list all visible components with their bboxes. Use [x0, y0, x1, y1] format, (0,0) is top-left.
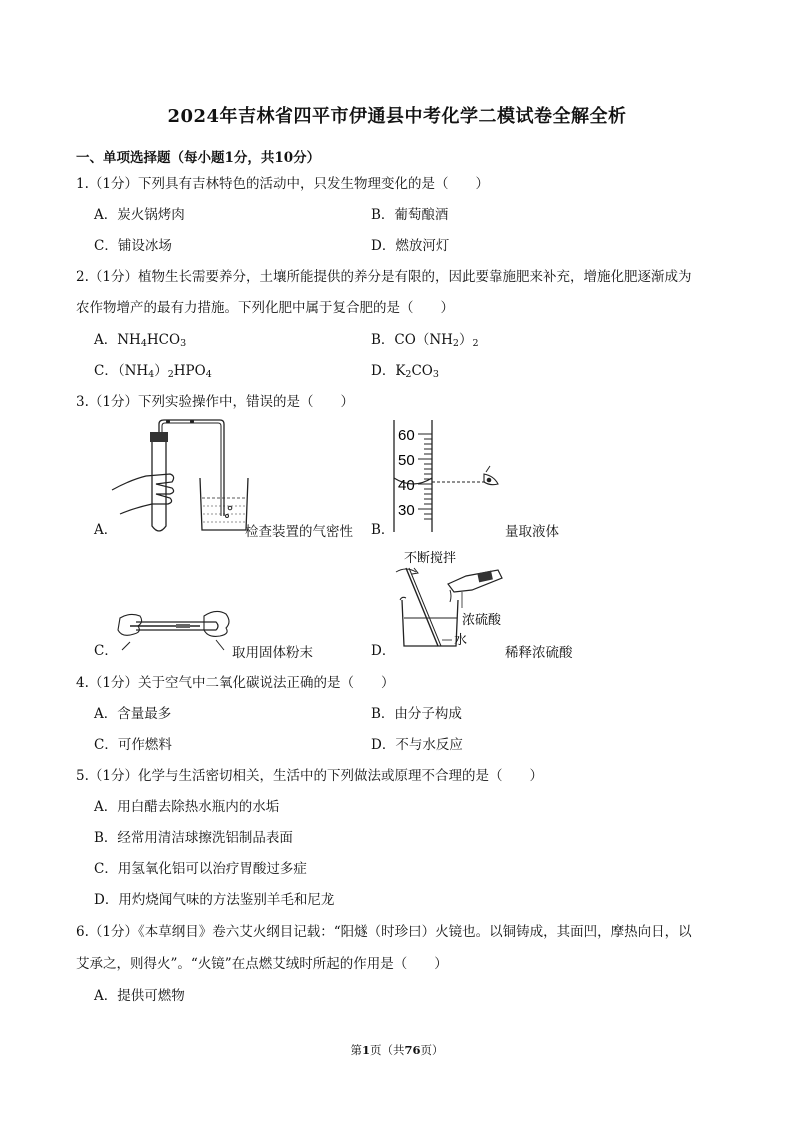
formula-text: ） — [458, 332, 473, 348]
figure-a-caption: 检查装置的气密性 — [245, 524, 353, 540]
cylinder-tick-30: 30 — [398, 502, 415, 519]
formula-subscript: 4 — [140, 338, 147, 349]
question-5-stem: 5.（1分）化学与生活密切相关，生活中的下列做法或原理不合理的是（ ） — [76, 768, 543, 784]
question-3-option-b[interactable]: B． — [371, 522, 395, 538]
section-heading: 一、单项选择题（每小题1分，共10分） — [76, 150, 321, 166]
question-6-stem-line1: 6.（1分）《本草纲目》卷六艾火纲目记载：“阳燧（时珍曰）火镜也。以铜铸成，其面凹，摩热向日，以 — [76, 924, 692, 940]
question-1-option-c[interactable]: C．铺设冰场 — [94, 238, 172, 254]
formula-subscript: 3 — [432, 369, 439, 380]
formula-text: D．K — [371, 363, 406, 379]
question-1-option-b[interactable]: B．葡萄酿酒 — [371, 207, 449, 223]
question-2-stem-line1: 2.（1分）植物生长需要养分，土壤所能提供的养分是有限的，因此要靠施肥来补充，增施化肥逐渐成为 — [76, 269, 692, 285]
question-4-option-c[interactable]: C．可作燃料 — [94, 737, 172, 753]
cylinder-tick-40: 40 — [398, 477, 415, 494]
measuring-cylinder-figure — [388, 420, 508, 540]
cylinder-tick-50: 50 — [398, 452, 415, 469]
footer-text: 页（共 — [370, 1043, 405, 1057]
question-5-option-b[interactable]: B．经常用清洁球擦洗铝制品表面 — [94, 830, 293, 846]
formula-subscript: 2 — [405, 369, 412, 380]
formula-subscript: 2 — [452, 338, 459, 349]
question-3-stem: 3.（1分）下列实验操作中，错误的是（ ） — [76, 394, 354, 410]
formula-text: ） — [154, 363, 168, 379]
figure-b-caption: 量取液体 — [505, 524, 559, 540]
cylinder-tick-60: 60 — [398, 427, 415, 444]
acid-dilution-figure — [392, 548, 512, 654]
water-label: 水 — [454, 633, 468, 648]
formula-subscript: 2 — [472, 338, 479, 349]
footer-text: 页） — [420, 1043, 444, 1057]
formula-text: HCO — [146, 332, 181, 348]
question-1-option-a[interactable]: A．炭火锅烤肉 — [94, 207, 185, 223]
formula-subscript: 2 — [167, 369, 174, 380]
figure-c-caption: 取用固体粉末 — [232, 645, 313, 661]
question-2-option-c[interactable] — [94, 361, 212, 385]
formula-subscript: 3 — [180, 338, 187, 349]
question-1-option-d[interactable]: D．燃放河灯 — [371, 238, 450, 254]
question-6-option-a[interactable]: A．提供可燃物 — [94, 988, 185, 1004]
question-2-stem-line2: 农作物增产的最有力措施。下列化肥中属于复合肥的是（ ） — [76, 300, 454, 316]
current-page-number: 1 — [361, 1043, 370, 1057]
formula-text: CO — [411, 363, 433, 379]
question-3-option-a[interactable]: A． — [94, 522, 118, 538]
formula-subscript: 4 — [205, 369, 212, 380]
question-4-option-b[interactable]: B．由分子构成 — [371, 706, 462, 722]
airtightness-figure — [112, 418, 252, 538]
acid-label: 浓硫酸 — [462, 613, 502, 628]
stir-label: 不断搅拌 — [404, 551, 457, 566]
formula-subscript: 4 — [148, 369, 155, 380]
formula-text: C．（NH — [94, 363, 149, 379]
question-3-option-d[interactable]: D． — [371, 643, 396, 659]
question-2-option-b[interactable] — [371, 330, 479, 354]
question-4-stem: 4.（1分）关于空气中二氧化碳说法正确的是（ ） — [76, 675, 395, 691]
question-3-option-c[interactable]: C． — [94, 643, 118, 659]
figure-d-caption: 稀释浓硫酸 — [505, 645, 573, 661]
question-5-option-a[interactable]: A．用白醋去除热水瓶内的水垢 — [94, 799, 280, 815]
footer-text: 第 — [350, 1043, 362, 1057]
question-4-option-a[interactable]: A．含量最多 — [94, 706, 172, 722]
formula-text: B．CO（NH — [371, 332, 453, 348]
formula-text: A．NH — [94, 332, 141, 348]
question-2-option-d[interactable] — [371, 361, 439, 385]
question-6-stem-line2: 艾承之，则得火”。“火镜”在点燃艾绒时所起的作用是（ ） — [76, 956, 448, 972]
page-footer — [0, 1042, 794, 1058]
page-title: 2024年吉林省四平市伊通县中考化学二模试卷全解全析 — [167, 106, 627, 127]
question-5-option-d[interactable]: D．用灼烧闻气味的方法鉴别羊毛和尼龙 — [94, 892, 335, 908]
question-1-stem: 1.（1分）下列具有吉林特色的活动中，只发生物理变化的是（ ） — [76, 176, 489, 192]
powder-sampling-figure — [116, 604, 236, 654]
question-4-option-d[interactable]: D．不与水反应 — [371, 737, 463, 753]
total-page-count: 76 — [404, 1043, 421, 1057]
formula-text: HPO — [173, 363, 206, 379]
question-5-option-c[interactable]: C．用氢氧化铝可以治疗胃酸过多症 — [94, 861, 307, 877]
question-2-option-a[interactable] — [94, 330, 186, 354]
